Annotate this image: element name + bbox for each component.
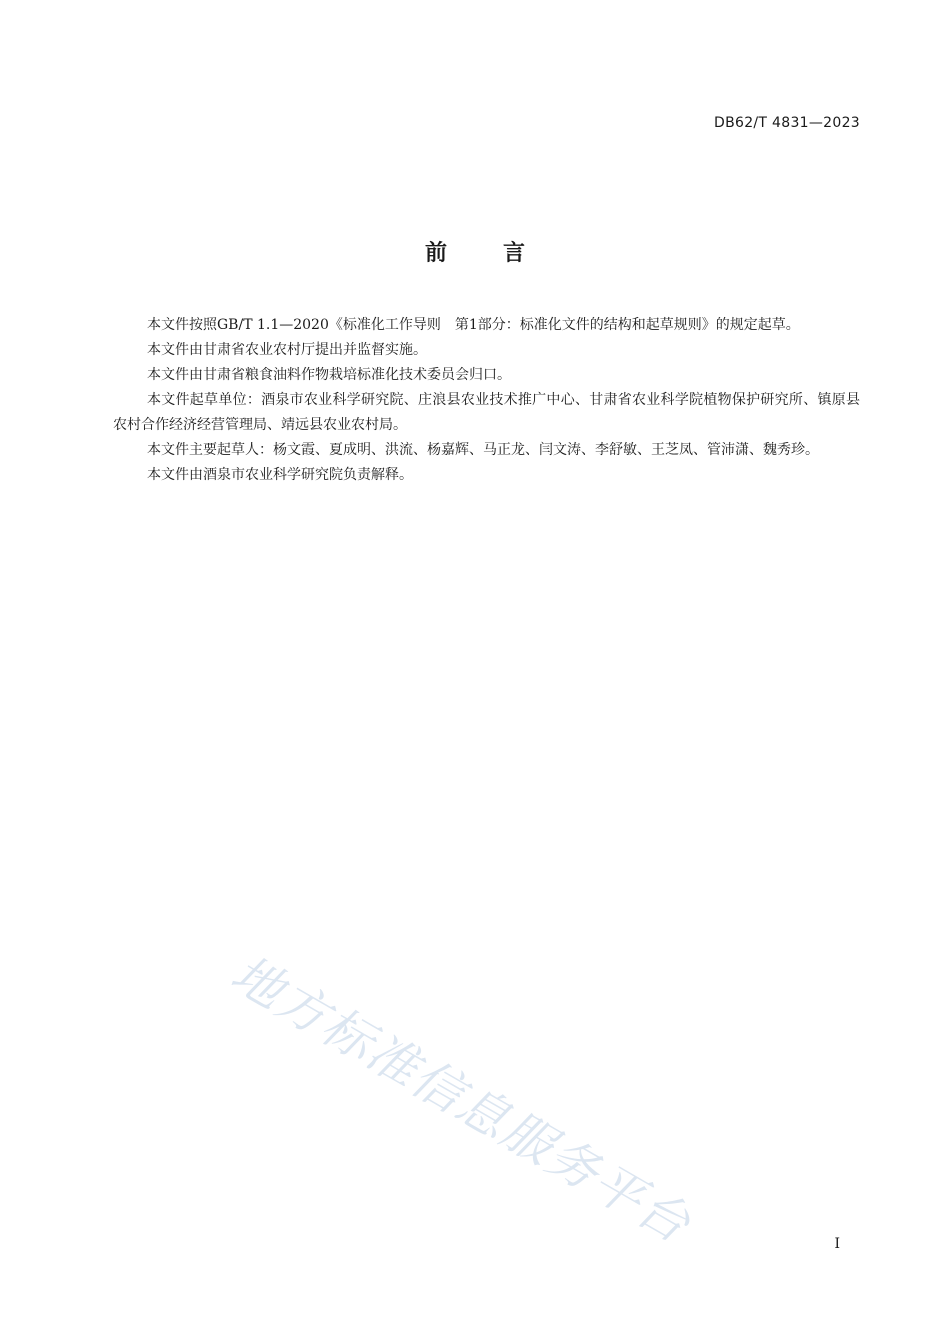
paragraph-administrator: 本文件由甘肃省粮食油料作物栽培标准化技术委员会归口。 xyxy=(147,367,511,383)
page-number: I xyxy=(834,1236,840,1252)
paragraph-drafting-basis: 本文件按照GB/T 1.1—2020《标准化工作导则 第1部分：标准化文件的结构和起草规则》的规定起草。 xyxy=(147,317,800,333)
page-title: 前言 xyxy=(424,241,581,266)
paragraph-main-drafters: 本文件主要起草人：杨文霞、夏成明、洪流、杨嘉辉、马正龙、闫文涛、李舒敏、王芝凤、管沛潇、魏秀珍。 xyxy=(147,442,819,458)
paragraph-proposer: 本文件由甘肃省农业农村厅提出并监督实施。 xyxy=(147,342,427,358)
watermark: 地方标准信息服务平台 xyxy=(221,944,701,1255)
foreword-body xyxy=(113,313,860,488)
paragraph-drafting-units: 本文件起草单位：酒泉市农业科学研究院、庄浪县农业技术推广中心、甘肃省农业科学院植物保护研究所、镇原县农村合作经济经营管理局、靖远县农业农村局。 xyxy=(113,392,860,433)
paragraph-interpretation: 本文件由酒泉市农业科学研究院负责解释。 xyxy=(147,467,413,483)
document-code: DB62/T 4831—2023 xyxy=(714,115,860,131)
